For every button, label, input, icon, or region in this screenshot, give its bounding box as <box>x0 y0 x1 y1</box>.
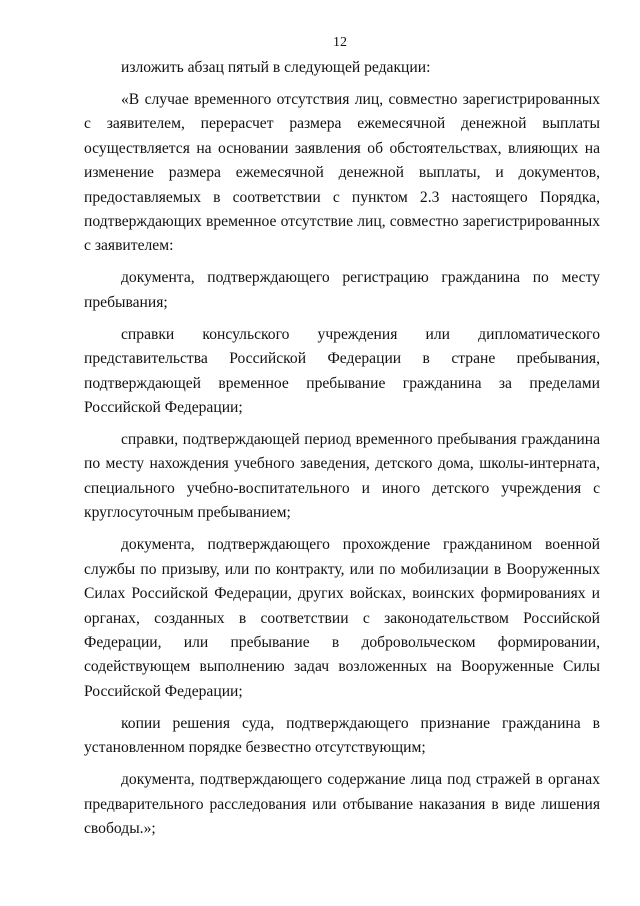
paragraph-education-certificate: справки, подтверждающей период временного пребывания гражданина по месту нахождения учебного заведения, детского дома, школы-интерната, специального учебно-воспитательного и иного детского учреждения с круглосуточным пребыванием; <box>84 431 600 522</box>
paragraph-court-decision: копии решения суда, подтверждающего признание гражданина в установленном порядке безвестно отсутствующим; <box>84 714 600 757</box>
paragraph-instruction: изложить абзац пятый в следующей редакции: <box>121 59 431 76</box>
document-body <box>84 56 600 849</box>
paragraph-amendment-intro: «В случае временного отсутствия лиц, совместно зарегистрированных с заявителем, перерасчет размера ежемесячной денежной выплаты осуществляется на основании заявления об обстоятельствах, влияющих на изменение размера ежемесячной денежной выплаты, и документов, предоставляемых в соответствии с пунктом 2.3 настоящего Порядка, подтверждающих временное отсутствие лиц, совместно зарегистрированных с заявителем: <box>84 91 600 255</box>
paragraph-custody-document: документа, подтверждающего содержание лица под стражей в органах предварительного расследования или отбывание наказания в виде лишения свободы.»; <box>84 771 600 837</box>
page-number: 12 <box>333 35 347 50</box>
paragraph-registration-document: документа, подтверждающего регистрацию гражданина по месту пребывания; <box>84 269 600 311</box>
paragraph-military-service-document: документа, подтверждающего прохождение гражданином военной службы по призыву, или по контракту, или по мобилизации в Вооруженных Силах Российской Федерации, других войсках, воинских формированиях и органах, созданных в соответствии с законодательством Российской Федерации, или пребывание в добровольческом формировании, содействующем выполнению задач возложенных на Вооруженные Силы Российской Федерации; <box>84 536 600 700</box>
paragraph-consular-certificate: справки консульского учреждения или дипломатического представительства Российской Федерации в стране пребывания, подтверждающей временное пребывание гражданина за пределами Российской Федерации; <box>84 325 600 417</box>
